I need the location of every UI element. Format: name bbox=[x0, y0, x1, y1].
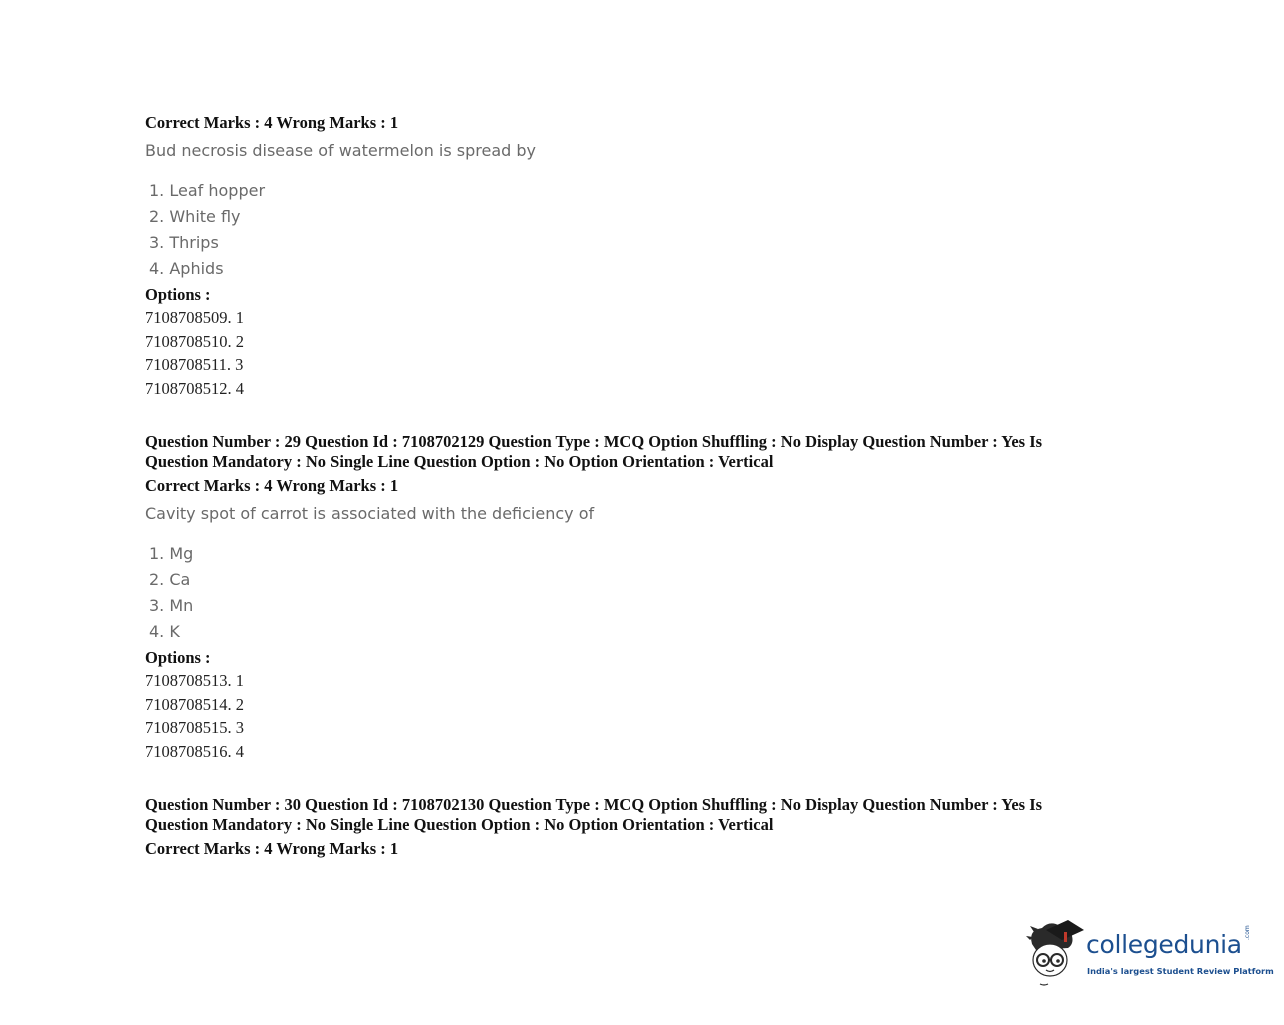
marks-line: Correct Marks : 4 Wrong Marks : 1 bbox=[145, 113, 399, 132]
question-header-line-2: Question Mandatory : No Single Line Question Option : No Option Orientation : Vertical bbox=[145, 452, 774, 471]
marks-line: Correct Marks : 4 Wrong Marks : 1 bbox=[145, 476, 399, 495]
choice-item: 2. Ca bbox=[149, 570, 191, 589]
question-text: Bud necrosis disease of watermelon is spread by bbox=[145, 141, 537, 160]
option-id: 7108708509. 1 bbox=[145, 308, 244, 327]
choice-list bbox=[145, 178, 1125, 282]
collegedunia-logo[interactable] bbox=[1024, 918, 1274, 990]
option-id: 7108708515. 3 bbox=[145, 718, 244, 737]
option-id: 7108708513. 1 bbox=[145, 671, 244, 690]
question-block-29 bbox=[145, 432, 1125, 763]
choice-item: 3. Thrips bbox=[149, 233, 219, 252]
logo-tagline: India's largest Student Review Platform bbox=[1087, 966, 1274, 976]
option-id: 7108708512. 4 bbox=[145, 378, 244, 398]
question-paper-page bbox=[145, 112, 1125, 860]
question-block-28 bbox=[145, 112, 1125, 400]
logo-domain-suffix: .com bbox=[1244, 925, 1251, 940]
option-id: 7108708510. 2 bbox=[145, 331, 244, 351]
choice-list bbox=[145, 541, 1125, 645]
question-header-line-1: Question Number : 29 Question Id : 7108702129 Question Type : MCQ Option Shuffling : No Display Question Number : Yes Is bbox=[145, 432, 1043, 451]
question-text: Cavity spot of carrot is associated with the deficiency of bbox=[145, 504, 595, 523]
marks-line: Correct Marks : 4 Wrong Marks : 1 bbox=[145, 839, 399, 858]
choice-item: 1. Mg bbox=[149, 544, 194, 563]
option-id: 7108708516. 4 bbox=[145, 741, 244, 761]
question-block-30 bbox=[145, 795, 1125, 860]
graduate-mascot-icon bbox=[1024, 918, 1086, 988]
logo-wordmark: collegedunia bbox=[1086, 930, 1242, 959]
question-header-line-1: Question Number : 30 Question Id : 7108702130 Question Type : MCQ Option Shuffling : No Display Question Number : Yes Is bbox=[145, 795, 1043, 814]
options-label: Options : bbox=[145, 285, 211, 304]
option-id: 7108708514. 2 bbox=[145, 694, 244, 714]
options-label: Options : bbox=[145, 648, 211, 667]
choice-item: 4. K bbox=[149, 622, 180, 641]
choice-item: 1. Leaf hopper bbox=[149, 181, 266, 200]
choice-item: 3. Mn bbox=[149, 596, 194, 615]
option-id: 7108708511. 3 bbox=[145, 355, 244, 374]
choice-item: 2. White fly bbox=[149, 207, 241, 226]
question-header-line-2: Question Mandatory : No Single Line Question Option : No Option Orientation : Vertical bbox=[145, 815, 774, 834]
choice-item: 4. Aphids bbox=[149, 259, 224, 278]
